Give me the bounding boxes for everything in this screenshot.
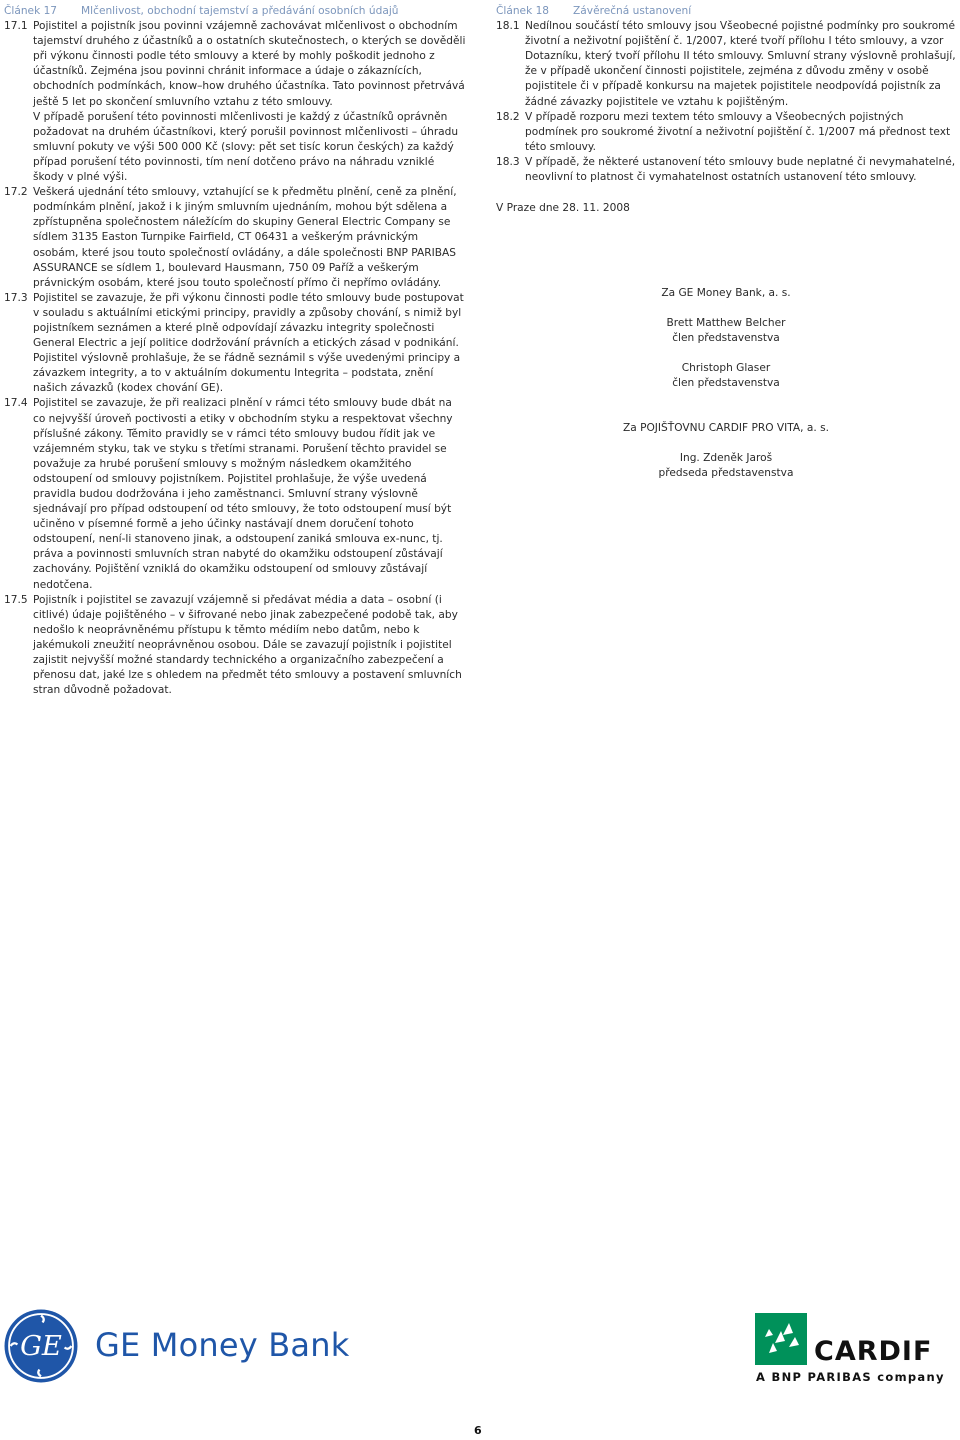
bank-for: Za GE Money Bank, a. s. (661, 286, 791, 299)
article-label: Článek 18 (496, 5, 550, 17)
article-label: Článek 17 (4, 5, 58, 17)
section-18-2 (496, 110, 958, 155)
bank-signer-1-role: člen představenstva (672, 332, 780, 344)
bank-signer-1-name: Brett Matthew Belcher (666, 316, 786, 329)
paragraph: Pojistitel a pojistník jsou povinni vzájemně zachovávat mlčenlivost o obchodním tajemství druhého z účastníků a o ostatních skutečnostech, o kterých se dověděli při výkonu činnosti podle této smlouvy a které by mohly poškodit jednoho z účastníků. Zejména jsou povinni chránit informace a údaje o zákaznících, obchodních podmínkách, know–how druhého účastníka. Tato povinnost přetrvává ještě 5 let po skončení smluvního vztahu z této smlouvy. (33, 20, 466, 108)
section-number: 18.3 (496, 155, 520, 168)
cardif-brand-name: CARDIF (814, 1336, 933, 1367)
section-18-3 (496, 155, 958, 185)
section-18-1 (496, 19, 958, 110)
paragraph: Veškerá ujednání této smlouvy, vztahující se k předmětu plnění, ceně za plnění, podmínkám plnění, jakož i k jiným smluvním ujednáním, mohou být sdělena a zpřístupněna společnostem náležícím do skupiny General Electric Company se sídlem 3135 Easton Turnpike Fairfield, CT 06431 a veškerým právnickým osobám, které jsou touto společností ovládány, a dále společnosti BNP PARIBAS ASSURANCE se sídlem 1, boulevard Hausmann, 750 09 Paříž a veškerým právnickým osobám, které jsou touto společností přímo či nepřímo ovládány. (33, 186, 457, 289)
section-number: 18.2 (496, 110, 520, 123)
paragraph: Pojistitel se zavazuje, že při realizaci plnění v rámci této smlouvy bude dbát na co nejvyšší úroveň poctivosti a etiky v obchodním styku a respektovat všechny příslušné zákony. Těmito pravidly se v rámci této smlouvy budou řídit jak ve vzájemném styku, tak ve styku s třetími stranami. Porušení těchto pravidel se považuje za hrubé porušení smlouvy s možným následkem okamžitého odstoupení od smlouvy pojistníkem. Pojistitel prohlašuje, že výše uvedená pravidla budou dodržována i jeho zaměstnanci. Smluvní strany výslovně sjednávají pro případ odstoupení od této smlouvy, že toto odstoupení musí být učiněno v písemné formě a jeho účinky nastávají dnem doručení tohoto odstoupení, není-li stanoveno jinak, a odstoupení zaniká smlouva ex-nunc, tj. práva a povinnosti smluvních stran nabyté do okamžiku odstoupení zůstávají zachovány. Pojištění vzniklá do okamžiku odstoupení od smlouvy zůstávají nedotčena. (33, 397, 453, 591)
section-17-5 (4, 593, 466, 699)
paragraph: V případě rozporu mezi textem této smlouvy a Všeobecných pojistných podmínek pro soukromé životní a neživotní pojištění č. 1/2007 má přednost text této smlouvy. (525, 110, 951, 153)
ge-logo-icon (3, 1308, 79, 1384)
paragraph: Pojistitel se zavazuje, že při výkonu činnosti podle této smlouvy bude postupovat v souladu s aktuálními etickými principy, pravidly a způsoby chování, s nimiž byl pojistníkem seznámen a které plně odpovídají závazku integrity společnosti General Electric a její politice dodržování právních a etických zásad v podnikání. Pojistitel výslovně prohlašuje, že se řádně seznámil s výše uvedenými principy a závazkem integrity, a to v aktuálním dokumentu Integrita – podstata, znění našich závazků (kodex chování GE). (33, 291, 464, 395)
ge-brand-name: GE Money Bank (95, 1326, 350, 1364)
paragraph: V případě porušení této povinnosti mlčenlivosti je každý z účastníků oprávněn požadovat na druhém účastníkovi, který porušil povinnost mlčenlivosti – úhradu smluvní pokuty ve výši 500 000 Kč (slovy: pět set tisíc korun českých) za každý případ porušení této povinnosti, tím není dotčeno právo na náhradu vzniklé škody v plné výši. (33, 110, 459, 184)
article-18-heading (496, 4, 958, 19)
bank-signer-2-name: Christoph Glaser (681, 362, 771, 375)
section-number: 18.1 (496, 20, 520, 33)
page-number: 6 (474, 1424, 482, 1437)
paragraph: Pojistník i pojistitel se zavazují vzájemně si předávat média a data – osobní (i citlivé) údaje pojištěného – v šifrované nebo jinak zabezpečené podobě tak, aby nedošlo k neoprávněnému přístupu k těmto médiím nebo datům, nebo k jakémukoli zneužití neoprávněnou osobou. Dále se zavazují pojistník i pojistitel zajistit nejvyšší možné standardy technického a organizačního zabezpečení a přenosu dat, jaké lze s ohledem na předmět této smlouvy a postavení smluvních stran důvodně požadovat. (33, 593, 462, 697)
svg-text:GE: GE (20, 1331, 62, 1363)
section-number: 17.3 (4, 291, 28, 304)
signature-block (556, 227, 896, 482)
article-title: Mlčenlivost, obchodní tajemství a předávání osobních údajů (81, 5, 399, 17)
section-number: 17.1 (4, 20, 28, 33)
section-number: 17.5 (4, 593, 28, 606)
insurer-signer-name: Ing. Zdeněk Jaroš (679, 452, 773, 465)
article-title: Závěrečná ustanovení (573, 5, 692, 17)
section-number: 17.4 (4, 397, 28, 410)
section-17-1 (4, 19, 466, 185)
article-17-heading (4, 4, 466, 19)
insurer-for: Za POJIŠŤOVNU CARDIF PRO VITA, a. s. (622, 422, 830, 435)
insurer-signer-role: předseda představenstva (658, 467, 794, 480)
left-column (4, 4, 466, 698)
section-17-4 (4, 396, 466, 592)
paragraph: V případě, že některé ustanovení této smlouvy bude neplatné či nevymahatelné, neovlivní to platnost či vymahatelnost ostatních ustanovení této smlouvy. (525, 155, 956, 184)
section-number: 17.2 (4, 186, 28, 199)
bank-signer-2-role: člen představenstva (672, 377, 780, 390)
cardif-tagline: A BNP PARIBAS company (756, 1370, 945, 1384)
paragraph: Nedílnou součástí této smlouvy jsou Všeobecné pojistné podmínky pro soukromé životní a neživotní pojištění č. 1/2007, které tvoří přílohu I této smlouvy, a vzor Dotazníku, který tvoří přílohu II této smlouvy. Smluvní strany výslovně prohlašují, že v případě ukončení činnosti pojistitele, zejména z důvodu změny v osobě pojistitele či v případě konkursu na majetek pojistitele neodpovídá pojistník za žádné závazky pojistitele ve vztahu k pojištěným. (525, 20, 956, 108)
section-17-3 (4, 291, 466, 397)
right-column (496, 4, 958, 482)
date-place: V Praze dne 28. 11. 2008 (496, 202, 630, 215)
section-17-2 (4, 185, 466, 291)
cardif-logo-icon (755, 1313, 807, 1365)
